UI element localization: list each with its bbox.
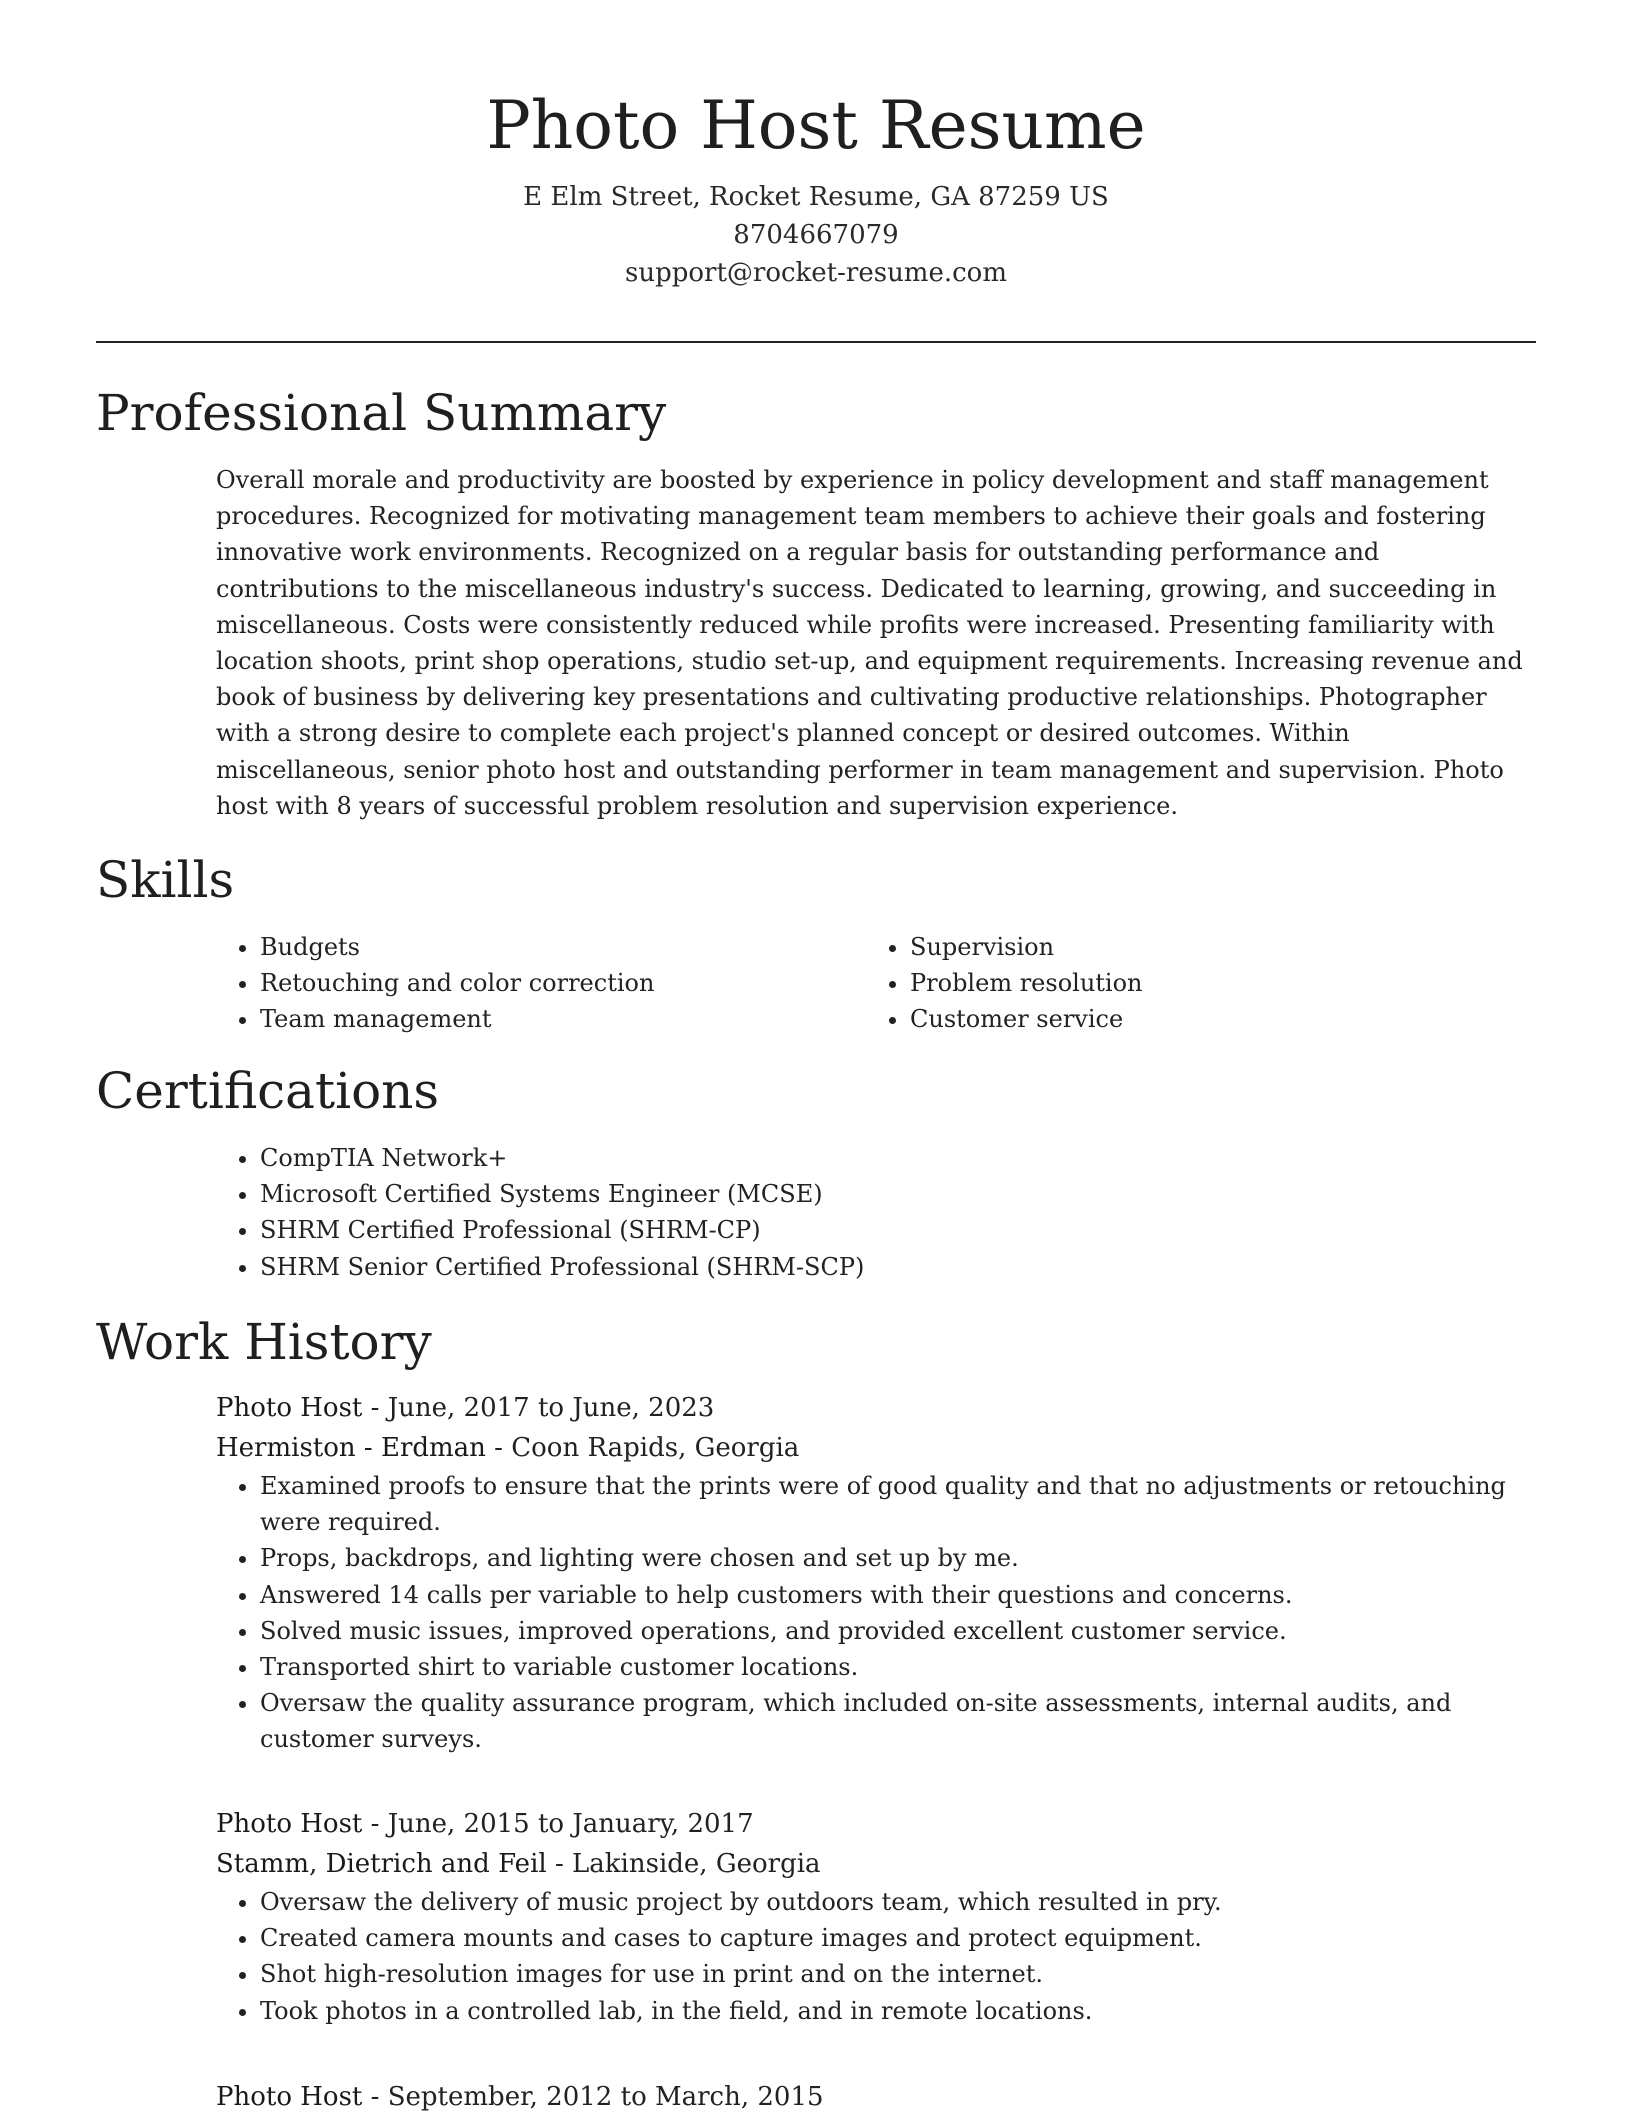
separator: - bbox=[362, 1809, 388, 1839]
job-entry bbox=[216, 1388, 1536, 1758]
job-bullet: • Transported shirt to variable customer locations. bbox=[260, 1649, 1536, 1685]
job-entry bbox=[216, 2077, 1536, 2117]
skill-item: • Retouching and color correction bbox=[260, 965, 866, 1001]
work-history-heading: Work History bbox=[96, 1313, 432, 1371]
job-title-line bbox=[216, 2077, 1536, 2117]
job-bullet: • Answered 14 calls per variable to help customers with their questions and concerns. bbox=[260, 1577, 1536, 1613]
job-title: Photo Host bbox=[216, 1809, 363, 1839]
contact-phone: 8704667079 bbox=[733, 220, 899, 250]
job-entry bbox=[216, 1804, 1536, 2029]
job-bullet: • Oversaw the quality assurance program, which included on-site assessments, internal audits, and customer surveys. bbox=[260, 1685, 1536, 1757]
certifications-heading: Certifications bbox=[96, 1062, 440, 1120]
resume-title: Photo Host Resume bbox=[486, 87, 1146, 164]
skill-item: • Supervision bbox=[910, 929, 1516, 965]
job-title: Photo Host bbox=[216, 2082, 363, 2112]
separator: - bbox=[362, 2082, 388, 2112]
contact-address: E Elm Street, Rocket Resume, GA 87259 US bbox=[523, 182, 1109, 212]
skill-item: • Team management bbox=[260, 1001, 866, 1037]
certification-item: • SHRM Certified Professional (SHRM-CP) bbox=[260, 1212, 1536, 1248]
job-location: Lakinside, Georgia bbox=[572, 1849, 821, 1879]
job-company-line bbox=[216, 1844, 1536, 1884]
certifications-list bbox=[216, 1140, 1536, 1285]
job-company: Stamm, Dietrich and Feil bbox=[216, 1849, 547, 1879]
separator: - bbox=[485, 1433, 512, 1463]
job-bullet: • Created camera mounts and cases to capture images and protect equipment. bbox=[260, 1920, 1536, 1956]
job-bullet: • Shot high-resolution images for use in print and on the internet. bbox=[260, 1956, 1536, 1992]
skills-list bbox=[216, 929, 1536, 1038]
certification-item: • SHRM Senior Certified Professional (SHRM-SCP) bbox=[260, 1249, 1536, 1285]
job-bullets bbox=[216, 1884, 1536, 2029]
job-bullet: • Solved music issues, improved operations, and provided excellent customer service. bbox=[260, 1613, 1536, 1649]
job-title-line bbox=[216, 1388, 1536, 1428]
skill-item: • Problem resolution bbox=[910, 965, 1516, 1001]
job-bullet: • Took photos in a controlled lab, in the field, and in remote locations. bbox=[260, 1993, 1536, 2029]
job-location: Coon Rapids, Georgia bbox=[511, 1433, 800, 1463]
job-title: Photo Host bbox=[216, 1393, 363, 1423]
summary-text: Overall morale and productivity are boosted by experience in policy development and staff management procedures. Recognized for motivating management team members to achieve their goals and fostering innovative work environments. Recognized on a regular basis for outstanding performance and contributions to the miscellaneous industry's success. Dedicated to learning, growing, and succeeding in miscellaneous. Costs were consistently reduced while profits were increased. Presenting familiarity with location shoots, print shop operations, studio set-up, and equipment requirements. Increasing revenue and book of business by delivering key presentations and cultivating productive relationships. Photographer with a strong desire to complete each project's planned concept or desired outcomes. Within miscellaneous, senior photo host and outstanding performer in team management and supervision. Photo host with 8 years of successful problem resolution and supervision experience. bbox=[216, 466, 1523, 820]
separator: - bbox=[362, 1393, 388, 1423]
job-dates: September, 2012 to March, 2015 bbox=[387, 2082, 824, 2112]
job-bullet: • Oversaw the delivery of music project by outdoors team, which resulted in pry. bbox=[260, 1884, 1536, 1920]
skills-column-left bbox=[216, 929, 866, 1038]
certification-item: • Microsoft Certified Systems Engineer (MCSE) bbox=[260, 1176, 1536, 1212]
job-title-line bbox=[216, 1804, 1536, 1844]
separator: - bbox=[546, 1849, 573, 1879]
job-company: Hermiston - Erdman bbox=[216, 1433, 486, 1463]
job-bullets bbox=[216, 1468, 1536, 1758]
job-dates: June, 2015 to January, 2017 bbox=[387, 1809, 754, 1839]
job-bullet: • Examined proofs to ensure that the prints were of good quality and that no adjustments or retouching were required. bbox=[260, 1468, 1536, 1540]
job-dates: June, 2017 to June, 2023 bbox=[387, 1393, 715, 1423]
contact-email: support@rocket-resume.com bbox=[624, 258, 1007, 288]
summary-heading: Professional Summary bbox=[96, 384, 667, 442]
summary-section bbox=[216, 462, 1536, 824]
job-bullet: • Props, backdrops, and lighting were chosen and set up by me. bbox=[260, 1540, 1536, 1576]
skill-item: • Customer service bbox=[910, 1001, 1516, 1037]
job-company-line bbox=[216, 1428, 1536, 1468]
certification-item: • CompTIA Network+ bbox=[260, 1140, 1536, 1176]
resume-header bbox=[96, 82, 1536, 292]
skills-column-right bbox=[866, 929, 1516, 1038]
skills-heading: Skills bbox=[96, 851, 235, 909]
skill-item: • Budgets bbox=[260, 929, 866, 965]
header-divider bbox=[96, 341, 1536, 343]
